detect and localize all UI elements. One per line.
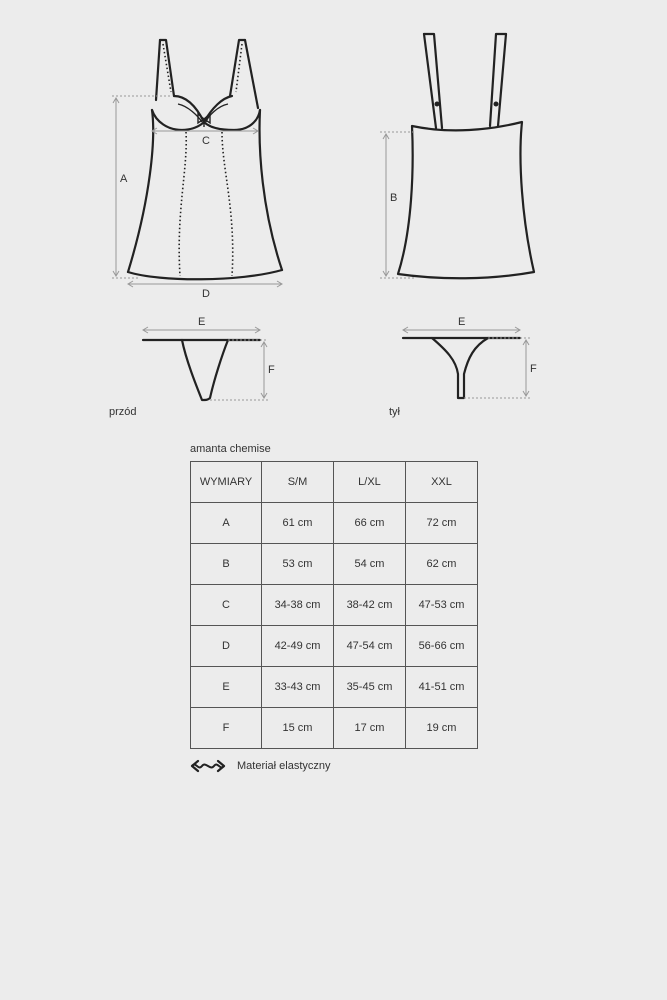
row-label: E — [191, 667, 262, 708]
header-cell: XXL — [406, 462, 478, 503]
elastic-legend — [190, 759, 331, 773]
header-cell: L/XL — [334, 462, 406, 503]
table-cell: 53 cm — [262, 544, 334, 585]
row-label: B — [191, 544, 262, 585]
product-title: amanta chemise — [190, 443, 271, 455]
front-chemise-drawing — [128, 40, 282, 279]
garment-diagram — [0, 0, 667, 430]
table-cell: 41-51 cm — [406, 667, 478, 708]
header-cell: WYMIARY — [191, 462, 262, 503]
dim-label-b: B — [390, 192, 398, 204]
table-header-row — [191, 462, 478, 503]
dim-label-d: D — [202, 288, 210, 300]
size-table — [190, 461, 478, 749]
dim-label-e-front: E — [198, 316, 206, 328]
front-view-label: przód — [109, 406, 137, 418]
row-label: D — [191, 626, 262, 667]
back-chemise-drawing — [398, 34, 534, 278]
table-cell: 47-53 cm — [406, 585, 478, 626]
row-label: C — [191, 585, 262, 626]
front-thong-drawing — [143, 340, 260, 400]
dim-label-a: A — [120, 173, 128, 185]
table-cell: 33-43 cm — [262, 667, 334, 708]
table-cell: 34-38 cm — [262, 585, 334, 626]
table-cell: 72 cm — [406, 503, 478, 544]
table-cell: 35-45 cm — [334, 667, 406, 708]
table-row — [191, 544, 478, 585]
table-cell: 66 cm — [334, 503, 406, 544]
table-cell: 62 cm — [406, 544, 478, 585]
back-thong-drawing — [403, 338, 520, 398]
dim-label-e-back: E — [458, 316, 466, 328]
table-cell: 17 cm — [334, 708, 406, 749]
legend-text: Materiał elastyczny — [237, 760, 331, 772]
table-row — [191, 503, 478, 544]
table-row — [191, 585, 478, 626]
table-cell: 38-42 cm — [334, 585, 406, 626]
table-row — [191, 667, 478, 708]
table-cell: 47-54 cm — [334, 626, 406, 667]
table-cell: 61 cm — [262, 503, 334, 544]
dim-label-f-back: F — [530, 363, 537, 375]
dim-label-c: C — [202, 135, 210, 147]
table-cell: 42-49 cm — [262, 626, 334, 667]
header-cell: S/M — [262, 462, 334, 503]
table-cell: 19 cm — [406, 708, 478, 749]
table-row — [191, 708, 478, 749]
back-view-label: tył — [389, 406, 400, 418]
table-cell: 56-66 cm — [406, 626, 478, 667]
table-cell: 15 cm — [262, 708, 334, 749]
row-label: A — [191, 503, 262, 544]
table-row — [191, 626, 478, 667]
dim-label-f-front: F — [268, 364, 275, 376]
table-cell: 54 cm — [334, 544, 406, 585]
row-label: F — [191, 708, 262, 749]
elastic-arrows-icon — [190, 759, 226, 773]
